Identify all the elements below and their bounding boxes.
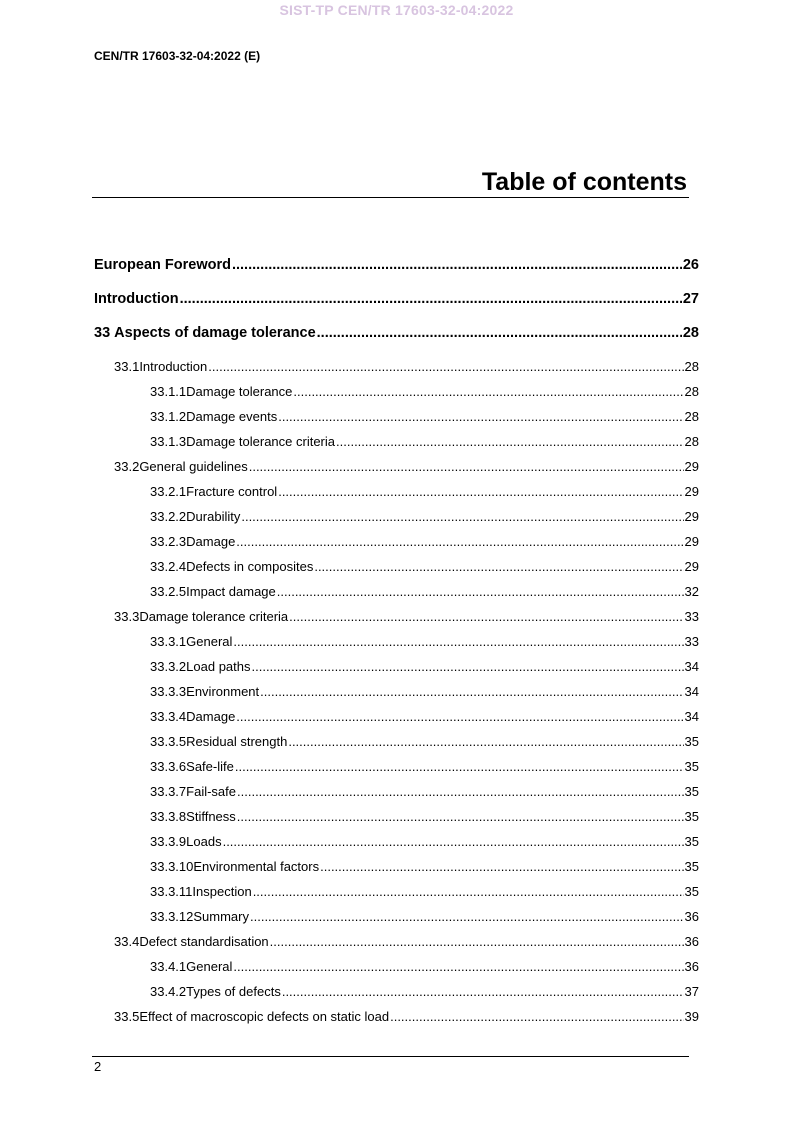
toc-entry-page: 29 xyxy=(684,509,699,524)
toc-dot-leader xyxy=(208,357,683,377)
toc-entry-number: 33.3.3 xyxy=(150,684,187,699)
toc-dot-leader xyxy=(288,732,683,752)
toc-entry-number: 33.3.12 xyxy=(150,909,194,924)
toc-entry-page: 33 xyxy=(684,609,699,624)
toc-entry-number: 33.3.8 xyxy=(150,809,187,824)
toc-entry-label: General xyxy=(186,959,233,974)
toc-entry-label: Defect standardisation xyxy=(139,934,269,949)
toc-dot-leader xyxy=(237,782,684,802)
toc-entry-page: 35 xyxy=(684,884,699,899)
toc-entry-number: 33.3.6 xyxy=(150,759,187,774)
toc-dot-leader xyxy=(241,507,683,527)
toc-entry-number: 33.3.9 xyxy=(150,834,187,849)
toc-entry-number: 33 xyxy=(94,325,111,341)
toc-entry-label: Damage events xyxy=(186,409,278,424)
toc-entry-page: 29 xyxy=(684,459,699,474)
toc-entry[interactable] xyxy=(94,289,699,323)
toc-entry[interactable] xyxy=(94,1007,699,1032)
toc-entry-number: 33.5 xyxy=(114,1009,140,1024)
table-of-contents xyxy=(94,255,699,1032)
document-id: CEN/TR 17603-32-04:2022 (E) xyxy=(94,49,261,63)
toc-entry-page: 35 xyxy=(684,759,699,774)
toc-entry-number: 33.3.7 xyxy=(150,784,187,799)
toc-entry-page: 28 xyxy=(684,384,699,399)
toc-entry-page: 28 xyxy=(682,325,699,341)
toc-entry[interactable] xyxy=(94,782,699,807)
footer-divider xyxy=(92,1056,689,1057)
toc-entry-label: Safe-life xyxy=(186,759,234,774)
toc-entry-page: 26 xyxy=(682,257,699,273)
toc-entry-page: 29 xyxy=(684,559,699,574)
toc-entry-page: 36 xyxy=(684,934,699,949)
toc-entry[interactable] xyxy=(94,957,699,982)
toc-dot-leader xyxy=(235,757,684,777)
toc-entry-number: 33.2.5 xyxy=(150,584,187,599)
toc-entry-page: 33 xyxy=(684,634,699,649)
toc-entry-label: General xyxy=(186,634,233,649)
toc-entry-label: Impact damage xyxy=(186,584,276,599)
toc-entry-number: 33.3.11 xyxy=(150,884,193,899)
toc-dot-leader xyxy=(252,657,684,677)
toc-entry-label: European Foreword xyxy=(94,257,231,273)
toc-entry[interactable] xyxy=(94,532,699,557)
toc-entry-label: Stiffness xyxy=(186,809,236,824)
toc-entry[interactable] xyxy=(94,582,699,607)
toc-entry[interactable] xyxy=(94,382,699,407)
toc-dot-leader xyxy=(314,557,683,577)
toc-entry-label: Defects in composites xyxy=(186,559,314,574)
toc-entry-number: 33.3.5 xyxy=(150,734,187,749)
toc-entry[interactable] xyxy=(94,607,699,632)
toc-entry-label: Types of defects xyxy=(186,984,281,999)
toc-entry-label: Summary xyxy=(193,909,249,924)
toc-dot-leader xyxy=(293,382,683,402)
toc-dot-leader xyxy=(270,932,684,952)
toc-entry-label: Durability xyxy=(186,509,241,524)
toc-entry-page: 36 xyxy=(684,959,699,974)
toc-entry-number: 33.1 xyxy=(114,359,140,374)
toc-entry[interactable] xyxy=(94,932,699,957)
toc-entry[interactable] xyxy=(94,982,699,1007)
toc-entry[interactable] xyxy=(94,482,699,507)
toc-entry-label: Introduction xyxy=(94,291,179,307)
toc-entry-number: 33.2.3 xyxy=(150,534,187,549)
toc-dot-leader xyxy=(278,407,683,427)
toc-entry-number: 33.3.1 xyxy=(150,634,187,649)
toc-entry[interactable] xyxy=(94,432,699,457)
toc-entry-page: 28 xyxy=(684,359,699,374)
toc-entry-number: 33.3 xyxy=(114,609,140,624)
toc-entry-number: 33.3.2 xyxy=(150,659,187,674)
toc-dot-leader xyxy=(233,957,683,977)
toc-entry-page: 29 xyxy=(684,534,699,549)
toc-entry[interactable] xyxy=(94,507,699,532)
toc-entry-number: 33.2.1 xyxy=(150,484,187,499)
toc-dot-leader xyxy=(277,582,684,602)
toc-entry-page: 36 xyxy=(684,909,699,924)
toc-entry[interactable] xyxy=(94,832,699,857)
toc-entry-page: 37 xyxy=(684,984,699,999)
toc-entry-label: Introduction xyxy=(139,359,208,374)
toc-entry-number: 33.4.1 xyxy=(150,959,187,974)
toc-entry-page: 35 xyxy=(684,784,699,799)
page-title: Table of contents xyxy=(481,168,687,196)
toc-entry[interactable] xyxy=(94,857,699,882)
title-divider xyxy=(92,197,689,198)
toc-entry-page: 29 xyxy=(684,484,699,499)
toc-entry-number: 33.2.4 xyxy=(150,559,187,574)
toc-entry[interactable] xyxy=(94,557,699,582)
toc-entry-page: 27 xyxy=(682,291,699,307)
toc-dot-leader xyxy=(249,457,684,477)
toc-dot-leader xyxy=(317,323,682,343)
toc-entry-page: 35 xyxy=(684,834,699,849)
toc-entry-page: 34 xyxy=(684,709,699,724)
toc-dot-leader xyxy=(289,607,683,627)
toc-entry-label: Aspects of damage tolerance xyxy=(114,325,316,341)
toc-dot-leader xyxy=(320,857,683,877)
toc-dot-leader xyxy=(390,1007,683,1027)
toc-dot-leader xyxy=(232,255,682,275)
toc-entry-number: 33.1.3 xyxy=(150,434,187,449)
toc-dot-leader xyxy=(253,882,684,902)
toc-dot-leader xyxy=(237,807,684,827)
toc-dot-leader xyxy=(250,907,684,927)
toc-dot-leader xyxy=(236,532,683,552)
toc-entry-label: Damage xyxy=(186,709,236,724)
toc-entry-label: Loads xyxy=(186,834,222,849)
toc-entry-page: 28 xyxy=(684,434,699,449)
toc-entry-label: Effect of macroscopic defects on static load xyxy=(139,1009,390,1024)
toc-dot-leader xyxy=(282,982,684,1002)
toc-entry-label: Residual strength xyxy=(186,734,288,749)
toc-entry-number: 33.1.2 xyxy=(150,409,187,424)
toc-dot-leader xyxy=(223,832,684,852)
toc-entry-page: 32 xyxy=(684,584,699,599)
toc-entry-page: 39 xyxy=(684,1009,699,1024)
toc-entry[interactable] xyxy=(94,357,699,382)
toc-entry-page: 34 xyxy=(684,659,699,674)
page-number: 2 xyxy=(94,1059,102,1074)
toc-entry-number: 33.3.4 xyxy=(150,709,187,724)
toc-entry-label: Damage tolerance xyxy=(186,384,293,399)
toc-dot-leader xyxy=(233,632,683,652)
toc-entry[interactable] xyxy=(94,907,699,932)
toc-entry[interactable] xyxy=(94,323,699,357)
toc-entry[interactable] xyxy=(94,457,699,482)
toc-dot-leader xyxy=(180,289,682,309)
toc-entry[interactable] xyxy=(94,682,699,707)
toc-entry[interactable] xyxy=(94,757,699,782)
toc-dot-leader xyxy=(236,707,683,727)
toc-entry-label: Inspection xyxy=(192,884,252,899)
toc-entry-number: 33.4 xyxy=(114,934,140,949)
toc-entry[interactable] xyxy=(94,882,699,907)
toc-entry[interactable] xyxy=(94,255,699,289)
toc-entry-label: Environmental factors xyxy=(193,859,320,874)
toc-entry-page: 34 xyxy=(684,684,699,699)
watermark: SIST-TP CEN/TR 17603-32-04:2022 xyxy=(279,2,514,18)
toc-entry[interactable] xyxy=(94,632,699,657)
toc-entry[interactable] xyxy=(94,807,699,832)
toc-entry-label: Environment xyxy=(186,684,260,699)
toc-entry-number: 33.1.1 xyxy=(150,384,187,399)
toc-entry-page: 28 xyxy=(684,409,699,424)
toc-entry-label: Load paths xyxy=(186,659,251,674)
toc-entry-label: Fracture control xyxy=(186,484,278,499)
toc-entry-number: 33.2 xyxy=(114,459,140,474)
toc-entry-page: 35 xyxy=(684,859,699,874)
toc-dot-leader xyxy=(260,682,683,702)
toc-entry-label: Fail-safe xyxy=(186,784,237,799)
toc-entry-label: General guidelines xyxy=(139,459,248,474)
toc-entry-number: 33.3.10 xyxy=(150,859,194,874)
toc-dot-leader xyxy=(336,432,684,452)
toc-entry[interactable] xyxy=(94,657,699,682)
toc-entry-number: 33.2.2 xyxy=(150,509,187,524)
toc-entry-label: Damage tolerance criteria xyxy=(186,434,336,449)
toc-entry-label: Damage tolerance criteria xyxy=(139,609,289,624)
toc-dot-leader xyxy=(278,482,683,502)
toc-entry[interactable] xyxy=(94,707,699,732)
toc-entry-number: 33.4.2 xyxy=(150,984,187,999)
toc-entry[interactable] xyxy=(94,732,699,757)
toc-entry-page: 35 xyxy=(684,734,699,749)
toc-entry[interactable] xyxy=(94,407,699,432)
toc-entry-label: Damage xyxy=(186,534,236,549)
toc-entry-page: 35 xyxy=(684,809,699,824)
